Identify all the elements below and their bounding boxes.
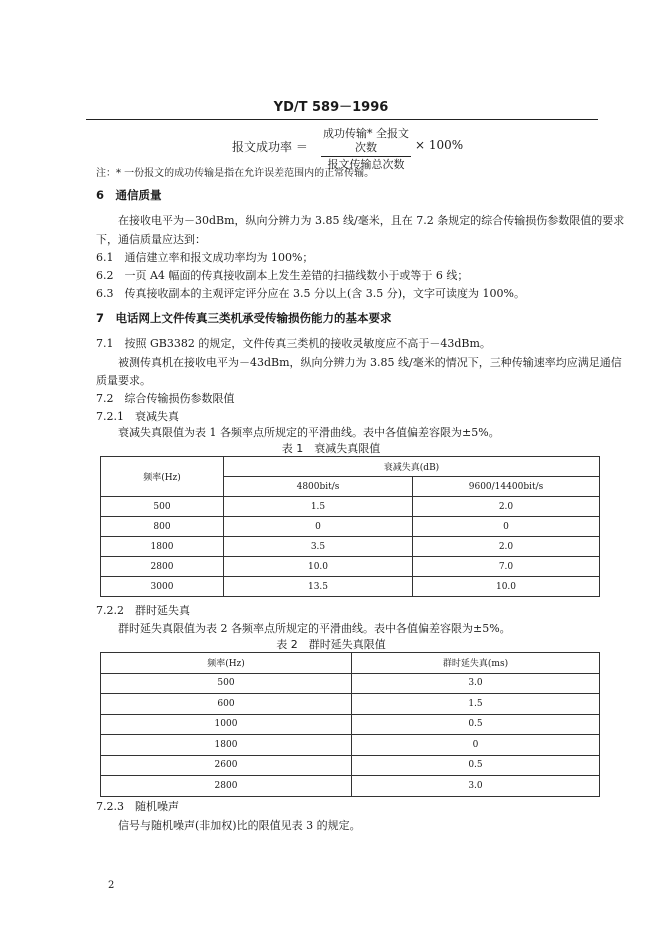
table-cell: 0 xyxy=(352,735,600,756)
formula-numerator: 成功传输* 全报文次数 xyxy=(323,127,409,154)
section-7-2-2-para: 群时延失真限值为表 2 各频率点所规定的平滑曲线。表中各值偏差容限为±5%。 xyxy=(118,622,511,635)
section-6-1: 6.1 通信建立率和报文成功率均为 100%； xyxy=(96,251,314,264)
section-7-2-1-heading: 7.2.1 衰减失真 xyxy=(96,410,179,423)
table-cell: 2600 xyxy=(101,755,352,776)
section-7-1: 7.1 按照 GB3382 的规定，文件传真三类机的接收灵敏度应不高于－43dBm。 xyxy=(96,337,491,350)
section-7-heading: 7 电话网上文件传真三类机承受传输损伤能力的基本要求 xyxy=(96,311,392,325)
table-cell: 3.5 xyxy=(224,537,413,557)
table-cell: 2.0 xyxy=(413,537,600,557)
formula-denominator: 报文传输总次数 xyxy=(327,158,405,171)
formula-lhs: 报文成功率 ＝ xyxy=(232,140,308,154)
formula-note: 注：* 一份报文的成功传输是指在允许误差范围内的正常传输。 xyxy=(96,168,375,179)
document-header: YD/T 589－1996 xyxy=(273,100,389,115)
section-6-heading: 6 通信质量 xyxy=(96,188,162,202)
section-7-1-para-line2: 质量要求。 xyxy=(96,374,151,387)
table-cell: 1.5 xyxy=(352,694,600,715)
table-cell: 500 xyxy=(101,673,352,694)
table-2 xyxy=(100,652,600,797)
table-cell: 500 xyxy=(101,497,224,517)
table-row xyxy=(101,776,600,797)
section-7-2-2-heading: 7.2.2 群时延失真 xyxy=(96,604,190,617)
table-2-header-val: 群时延失真(ms) xyxy=(352,653,600,674)
table-cell: 2800 xyxy=(101,557,224,577)
section-6-2: 6.2 一页 A4 幅面的传真接收副本上发生差错的扫描线数小于或等于 6 线； xyxy=(96,269,469,282)
section-7-2-3-para: 信号与随机噪声(非加权)比的限值见表 3 的规定。 xyxy=(118,819,361,832)
table-cell: 0 xyxy=(413,517,600,537)
fraction-bar xyxy=(321,156,411,157)
table-cell: 7.0 xyxy=(413,557,600,577)
table-cell: 1800 xyxy=(101,537,224,557)
table-cell: 13.5 xyxy=(224,577,413,597)
table-2-header-freq: 频率(Hz) xyxy=(101,653,352,674)
table-row xyxy=(101,714,600,735)
section-6-intro-line1: 在接收电平为－30dBm，纵向分辨力为 3.85 线/毫米，且在 7.2 条规定的综合传输损伤参数限值的要求 xyxy=(118,214,625,227)
header-rule xyxy=(86,119,598,120)
table-row xyxy=(101,517,600,537)
table-row xyxy=(101,537,600,557)
table-row xyxy=(101,673,600,694)
table-cell: 1800 xyxy=(101,735,352,756)
section-7-2-3-heading: 7.2.3 随机噪声 xyxy=(96,800,179,813)
table-1-header-b: 9600/14400bit/s xyxy=(413,477,600,497)
table-cell: 3000 xyxy=(101,577,224,597)
table-row xyxy=(101,557,600,577)
formula-rhs: × 100% xyxy=(415,138,464,152)
table-1-caption: 表 1 衰减失真限值 xyxy=(281,442,381,455)
page-number: 2 xyxy=(108,880,115,891)
table-cell: 2.0 xyxy=(413,497,600,517)
table-1-header-group: 衰减失真(dB) xyxy=(224,457,600,477)
table-cell: 600 xyxy=(101,694,352,715)
table-1-header-a: 4800bit/s xyxy=(224,477,413,497)
table-2-caption: 表 2 群时延失真限值 xyxy=(276,638,386,651)
table-cell: 2800 xyxy=(101,776,352,797)
table-cell: 0 xyxy=(224,517,413,537)
table-row xyxy=(101,735,600,756)
table-row xyxy=(101,755,600,776)
table-cell: 3.0 xyxy=(352,776,600,797)
section-7-2-heading: 7.2 综合传输损伤参数限值 xyxy=(96,392,235,405)
table-row xyxy=(101,497,600,517)
section-7-2-1-para: 衰减失真限值为表 1 各频率点所规定的平滑曲线。表中各值偏差容限为±5%。 xyxy=(118,426,500,439)
section-6-intro-line2: 下，通信质量应达到： xyxy=(96,233,206,246)
table-1-header-freq: 频率(Hz) xyxy=(101,457,224,497)
table-cell: 0.5 xyxy=(352,714,600,735)
table-row xyxy=(101,577,600,597)
table-cell: 800 xyxy=(101,517,224,537)
table-row xyxy=(101,694,600,715)
section-6-3: 6.3 传真接收副本的主观评定评分应在 3.5 分以上(含 3.5 分)，文字可读度为 100%。 xyxy=(96,287,525,300)
table-cell: 1000 xyxy=(101,714,352,735)
table-cell: 0.5 xyxy=(352,755,600,776)
table-cell: 10.0 xyxy=(413,577,600,597)
table-cell: 3.0 xyxy=(352,673,600,694)
section-7-1-para-line1: 被测传真机在接收电平为－43dBm，纵向分辨力为 3.85 线/毫米的情况下，三种传输速率均应满足通信 xyxy=(118,356,622,369)
table-cell: 1.5 xyxy=(224,497,413,517)
table-1 xyxy=(100,456,600,597)
table-cell: 10.0 xyxy=(224,557,413,577)
